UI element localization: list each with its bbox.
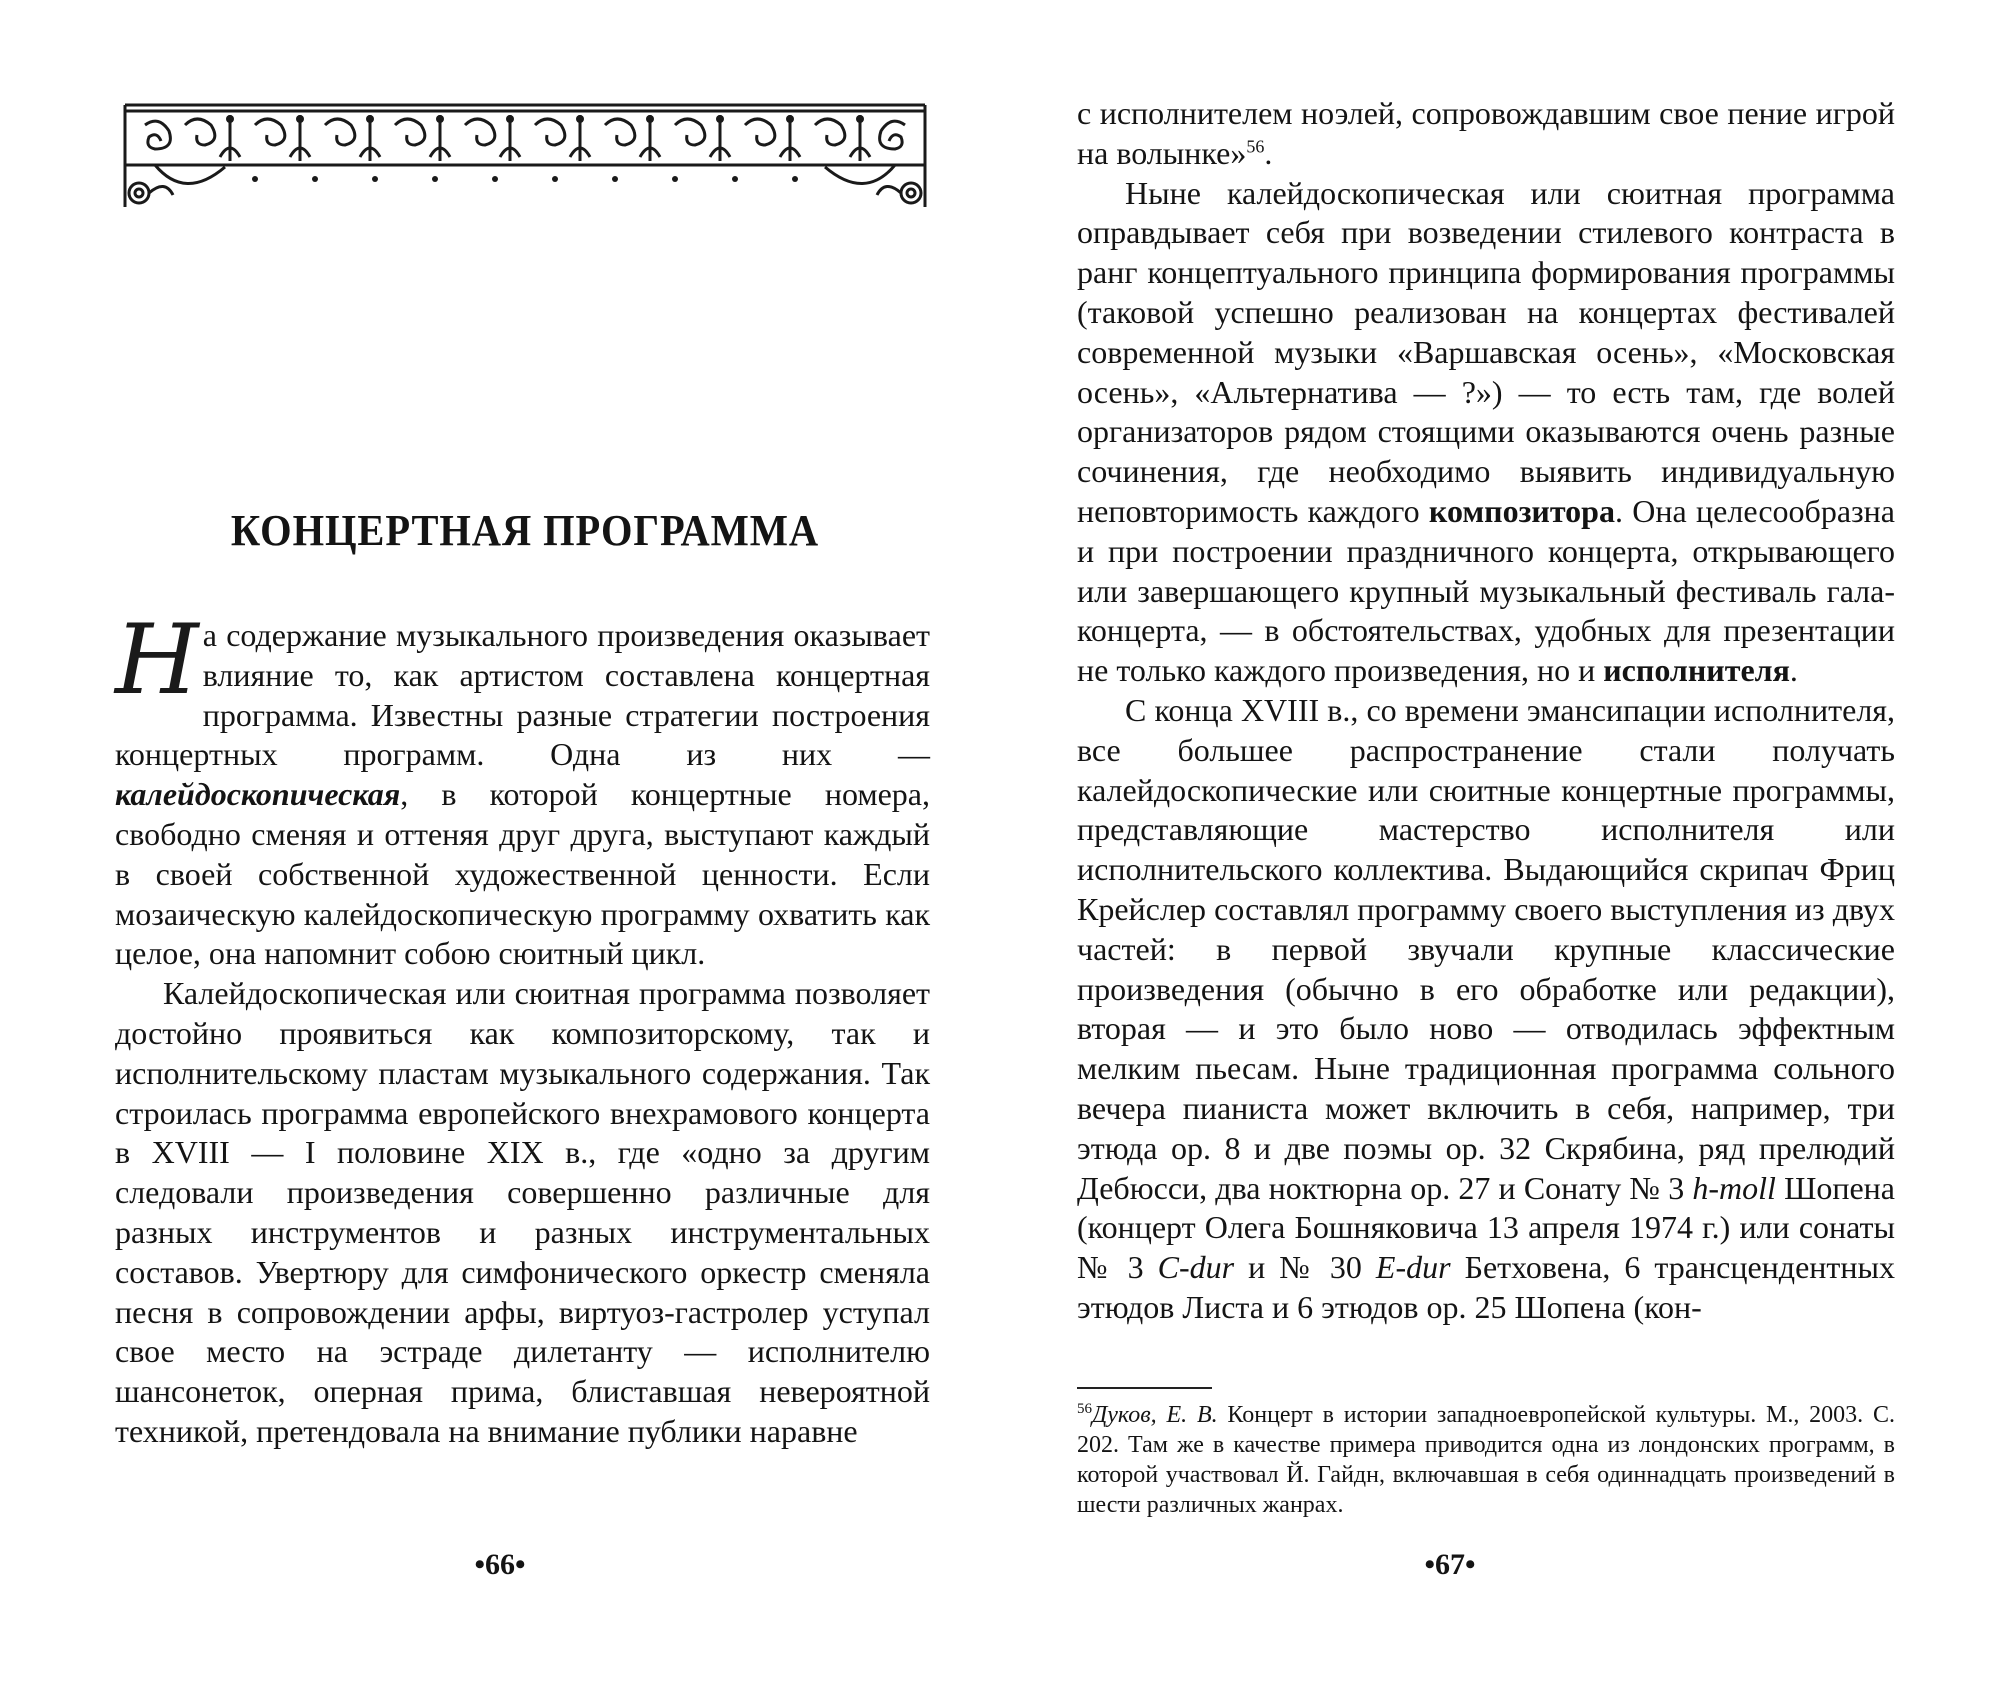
key-signature: h-moll	[1692, 1169, 1776, 1206]
footnote: $^{56}$Дуков, Е. В. Концерт в истории западноевропейской культуры. М., 2003. С. 202. Там же в качестве примера приводится одна из лондонских программ, в которой участвовал Й. Гайдн, включавшая в себя одиннадцать произведений в шести различных жанрах.	[1077, 1401, 1895, 1518]
chapter-title: КОНЦЕРТНАЯ ПРОГРАММА	[230, 506, 820, 555]
paragraph: Ныне калейдоскопическая или сюитная программа оправдывает себя при возведении стилевого контраста в ранг концептуального принципа формирования программы (таковой успешно реализован на концертах фестивалей современной музыки «Варшавская осень», «Московская осень», «Альтернатива — ?») — то есть там, где волей организаторов рядом стоящими оказываются очень разные сочинения, где необходимо выявить индивидуальную неповторимость каждого композитора. Она целесообразна и при построении праздничного концерта, открывающего или завершающего крупный музыкальный фестиваль гала-концерта, — в обстоятельствах, удобных для презентации не только каждого произведения, но и исполнителя.	[1077, 174, 1895, 689]
paragraph: Калейдоскопическая или сюитная программа позволяет достойно проявиться как композиторскому, так и исполнительскому пластам музыкального содержания. Так строилась программа европейского внехрамового концерта в XVIII — I половине XIX в., где «одно за другим следовали произведения совершенно различные для разных инструментов и разных инструментальных составов. Увертюру для симфонического оркестр сменяла песня в сопровождении арфы, виртуоз-гастролер уступал свое место на эстраде дилетанту — исполнителю шансонеток, оперная прима, блиставшая невероятной техникой, претендовала на внимание публики наравне	[115, 975, 930, 1449]
bold-term: исполнителя	[1603, 652, 1790, 689]
footnote-separator	[1077, 1387, 1212, 1389]
paragraph: На содержание музыкального произведения оказывает влияние то, как артистом составлена концертная программа. Известны разные стратегии построения концертных программ. Одна из них — калейдоскопическая, в которой концертные номера, свободно сменяя и оттеняя друг друга, выступают каждый в своей собственной художественной ценности. Если мозаическую калейдоскопическую программу охватить как целое, она напомнит собою сюитный цикл.	[115, 604, 930, 972]
footnote-number: 56	[1077, 1401, 1092, 1417]
right-body-text	[1077, 94, 1895, 1328]
right-page	[1000, 0, 2000, 1684]
left-body-text	[115, 604, 930, 1452]
ornamental-header-border	[115, 95, 935, 225]
paragraph: С конца XVIII в., со времени эмансипации исполнителя, все большее распространение стали получать калейдоскопические или сюитные концертные программы, представляющие мастерство исполнителя или исполнительского коллектива. Выдающийся скрипач Фриц Крейслер составлял программу своего выступления из двух частей: в первой звучали крупные классические произведения (обычно в его обработке или редакции), вторая — и это было ново — отводилась эффектным мелким пьесам. Ныне традиционная программа сольного вечера пианиста может включить в себя, например, три этюда ор. 8 и две поэмы ор. 32 Скрябина, ряд прелюдий Дебюсси, два ноктюрна ор. 27 и Сонату № 3 h-moll Шопена (концерт Олега Бошняковича 13 апреля 1974 г.) или сонаты № 3 C-dur и № 30 E-dur Бетховена, 6 трансцендентных этюдов Листа и 6 этюдов ор. 25 Шопена (кон-	[1077, 691, 1896, 1325]
drop-cap: Н	[115, 604, 199, 716]
footnote-author: Дуков, Е. В.	[1092, 1402, 1218, 1428]
paragraph: с исполнителем ноэлей, сопровождавшим свое пение игрой на волынке»$^{56}$.	[1077, 95, 1895, 171]
bold-term: композитора	[1428, 492, 1615, 529]
key-signature: E-dur	[1375, 1249, 1451, 1286]
emphasized-term: калейдоскопическая	[115, 776, 401, 813]
page-number: •67•	[1424, 1548, 1476, 1581]
key-signature: C-dur	[1157, 1249, 1235, 1286]
footnote-marker: 56	[1246, 136, 1265, 157]
page-number: •66•	[474, 1548, 526, 1581]
